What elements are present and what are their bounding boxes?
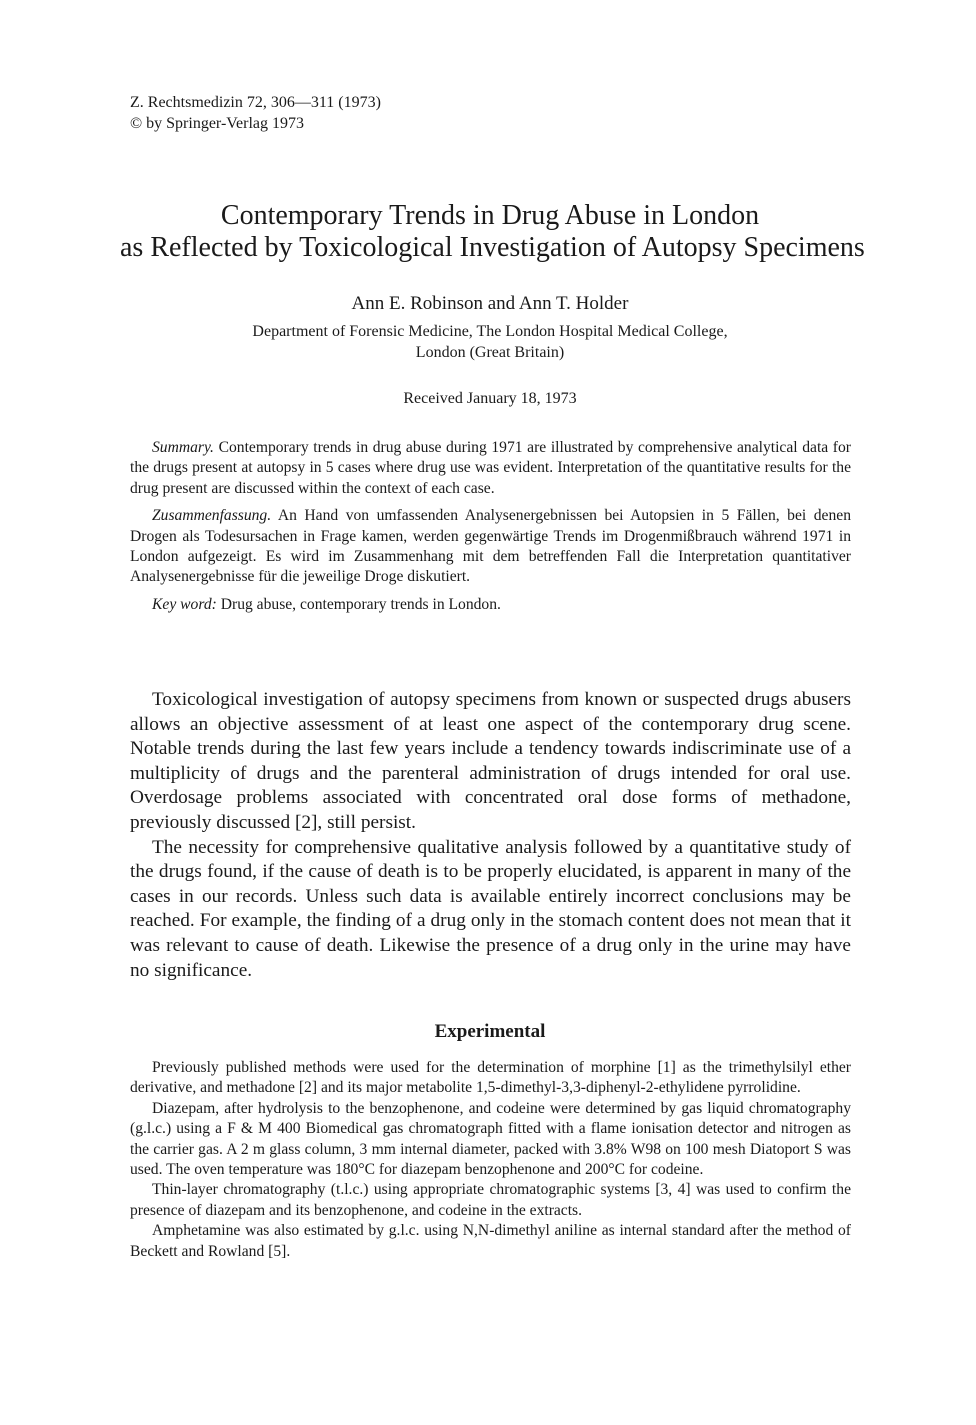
keyword-text: Drug abuse, contemporary trends in London.	[220, 595, 501, 613]
experimental-heading: Experimental	[434, 1021, 546, 1042]
abstract	[130, 438, 851, 622]
keyword-paragraph	[130, 595, 851, 615]
intro-paragraph-1: Toxicological investigation of autopsy specimens from known or suspected drugs abusers allows an objective assessment of at least one aspect of the contemporary drug scene. Notable trends during the last few years include a tendency towards indiscriminate use of a multiplicity of drugs and the parenteral administration of drugs intended for oral use. Overdosage problems associated with concentrated oral dose forms of methadone, previously discussed [2], still persist.	[130, 689, 851, 833]
zusammenfassung-label: Zusammenfassung.	[152, 507, 272, 525]
authors: Ann E. Robinson and Ann T. Holder	[351, 293, 629, 314]
introduction	[130, 688, 851, 983]
experimental-paragraph-2: Diazepam, after hydrolysis to the benzophenone, and codeine were determined by gas liquid chromatography (g.l.c.) using a F & M 400 Biomedical gas chromatograph fitted with a flame ionisation detector and nitrogen as the carrier gas. A 2 m glass column, 3 mm internal diameter, packed with 3.8% W98 on 100 mesh Diatoport S was used. The oven temperature was 180°C for diazepam benzophenone and 200°C for codeine.	[130, 1099, 851, 1179]
title-line-2: as Reflected by Toxicological Investigation of Autopsy Specimens	[120, 232, 865, 263]
title-line-1: Contemporary Trends in Drug Abuse in London	[220, 200, 760, 231]
journal-citation: Z. Rechtsmedizin 72, 306—311 (1973)	[130, 94, 381, 111]
intro-paragraph-2: The necessity for comprehensive qualitative analysis followed by a quantitative study of the drugs found, if the cause of death is to be properly elucidated, is apparent in many of the cases in our records. Unless such data is available entirely incorrect conclusions may be reached. For example, the finding of a drug only in the stomach content does not mean that it was relevant to cause of death. Likewise the presence of a drug only in the urine may have no significance.	[130, 836, 851, 981]
journal-reference	[130, 92, 381, 134]
affiliation-line-1: Department of Forensic Medicine, The London Hospital Medical College,	[252, 323, 728, 340]
zusammenfassung-text: An Hand von umfassenden Analysenergebnissen bei Autopsien in 5 Fällen, bei denen Drogen als Todesursachen in Frage kamen, werden gegenwärtige Trends im Drogenmißbrauch während 1971 in London aufgezeigt. Es wird im Zusammenhang mit dem betreffenden Fall die Interpretation quantitativer Analysenergebnisse für die jeweilige Droge diskutiert.	[130, 507, 851, 586]
summary-label: Summary.	[152, 439, 214, 456]
affiliation	[120, 321, 860, 363]
experimental-paragraph-4: Amphetamine was also estimated by g.l.c. using N,N-dimethyl aniline as internal standard after the method of Beckett and Rowland [5].	[130, 1222, 851, 1260]
paper-title	[120, 200, 865, 264]
zusammenfassung-paragraph	[130, 506, 851, 588]
experimental-section	[130, 1058, 851, 1262]
experimental-paragraph-1: Previously published methods were used for the determination of morphine [1] as the trimethylsilyl ether derivative, and methadone [2] and its major metabolite 1,5-dimethyl-3,3-diphenyl-2-ethylidene pyrrolidine.	[130, 1059, 851, 1097]
received-date: Received January 18, 1973	[403, 390, 577, 407]
affiliation-line-2: London (Great Britain)	[415, 344, 565, 361]
summary-paragraph	[130, 438, 851, 499]
keyword-label: Key word:	[152, 595, 217, 613]
summary-text: Contemporary trends in drug abuse during 1971 are illustrated by comprehensive analytical data for the drugs present at autopsy in 5 cases where drug use was evident. Interpretation of the quantitative results for the drug present are discussed within the context of each case.	[130, 439, 851, 497]
experimental-paragraph-3: Thin-layer chromatography (t.l.c.) using appropriate chromatographic systems [3, 4] was used to confirm the presence of diazepam and its benzophenone, and codeine in the extracts.	[130, 1181, 851, 1219]
copyright-line: © by Springer-Verlag 1973	[130, 115, 305, 132]
